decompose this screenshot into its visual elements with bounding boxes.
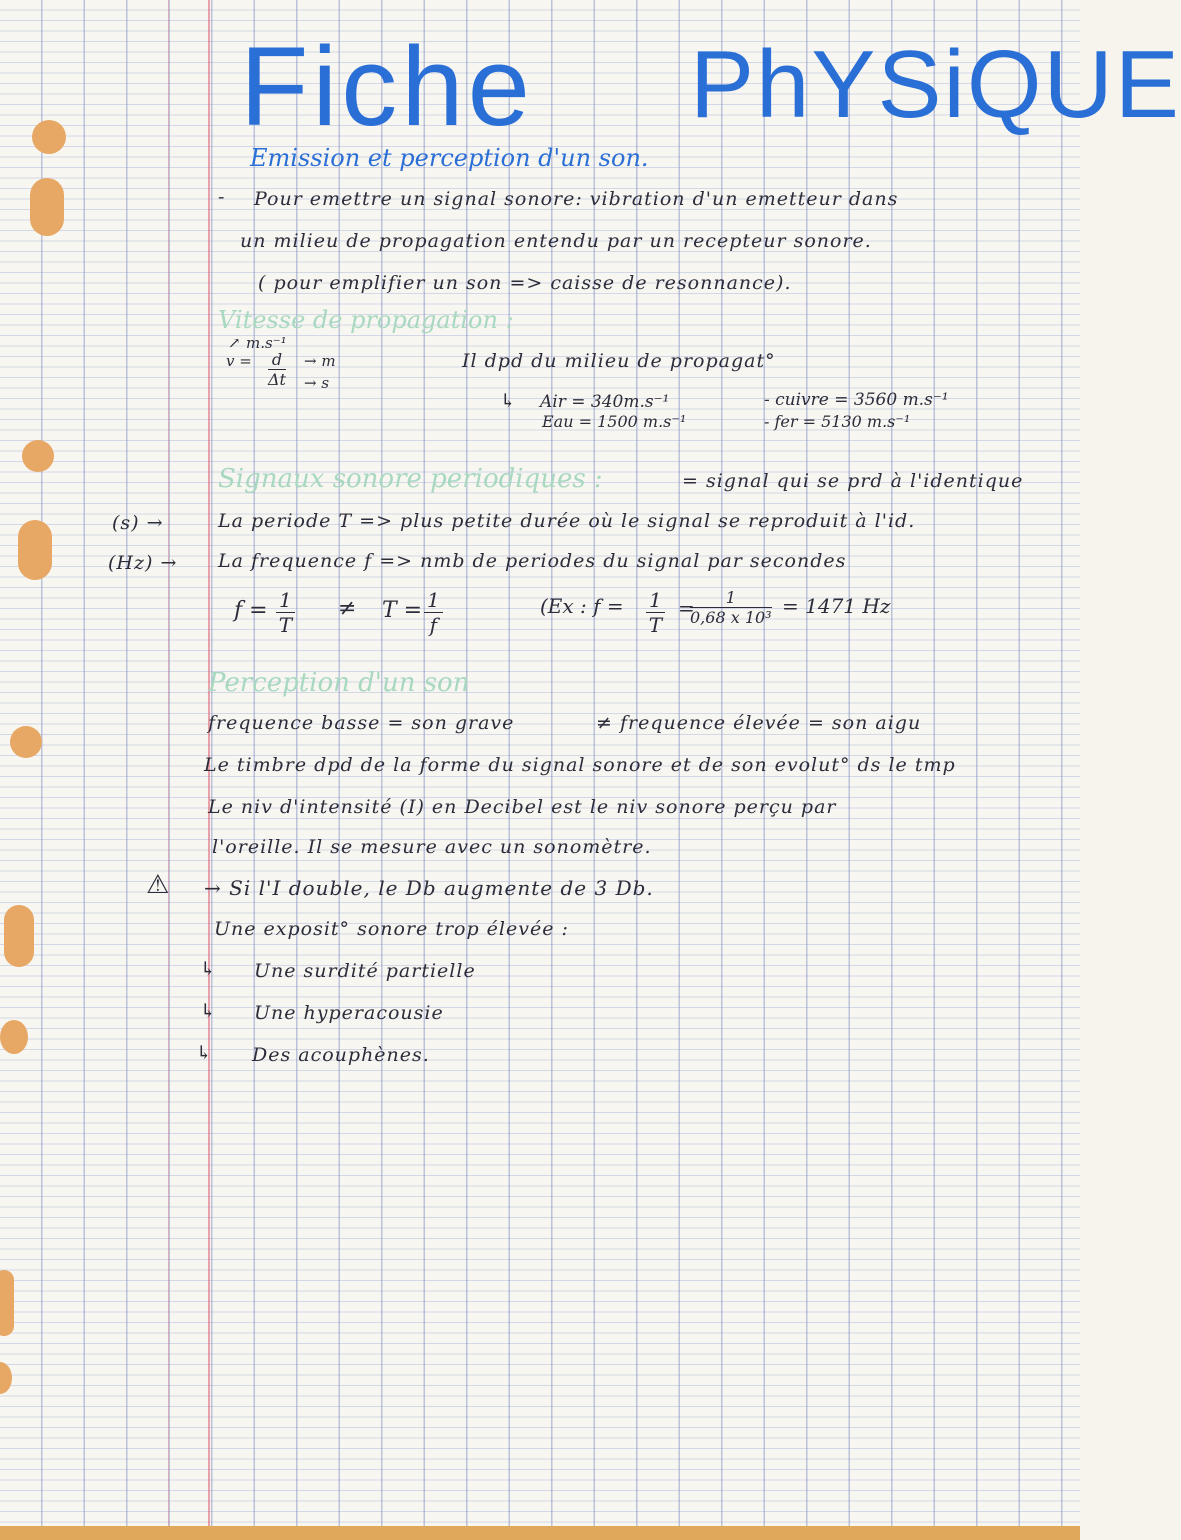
binder-hole: [0, 1020, 28, 1054]
signal-definition: = signal qui se prd à l'identique: [682, 470, 1024, 492]
speed-eau: Eau = 1500 m.s⁻¹: [542, 412, 687, 431]
T-num: 1: [424, 588, 443, 613]
perception-line-4: l'oreille. Il se mesure avec un sonomètre.: [212, 836, 652, 858]
example-num-1: 1: [646, 588, 665, 613]
perception-line-1b: ≠ frequence élevée = son aigu: [596, 712, 922, 734]
f-num: 1: [276, 588, 295, 613]
f-fraction: [276, 588, 295, 637]
example-den-2: 0,68 x 10³: [690, 608, 772, 627]
not-equal-sign: ≠: [338, 596, 357, 621]
list-arrow: ↳: [196, 1042, 213, 1064]
page-title-word2: PhYSiQUE: [690, 31, 1181, 138]
arrow-up: ↗: [228, 334, 241, 352]
T-equals: T =: [382, 598, 423, 623]
speed-cuivre: - cuivre = 3560 m.s⁻¹: [764, 390, 949, 410]
example-fraction-2: [690, 588, 772, 627]
formula-v: v =: [226, 352, 252, 370]
speed-fer: - fer = 5130 m.s⁻¹: [764, 412, 911, 431]
perception-line-3: Le niv d'intensité (I) en Decibel est le niv sonore perçu par: [208, 796, 837, 818]
binder-hole: [30, 178, 64, 236]
perception-line-5: → Si l'I double, le Db augmente de 3 Db.: [204, 876, 654, 900]
list-item: Des acouphènes.: [252, 1044, 430, 1066]
perception-line-6: Une exposit° sonore trop élevée :: [214, 918, 569, 940]
binder-hole: [10, 726, 42, 758]
example-fraction-1: [646, 588, 665, 637]
unit-ms: m.s⁻¹: [246, 334, 287, 352]
formula-v-num: d: [268, 350, 286, 370]
binder-hole: [4, 905, 34, 967]
example-num-2: 1: [690, 588, 772, 608]
speed-air: Air = 340m.s⁻¹: [540, 392, 670, 412]
f-den: T: [278, 613, 293, 637]
section-heading-perception: Perception d'un son: [208, 668, 470, 698]
f-equals: f =: [234, 598, 268, 623]
example-den-1: T: [648, 613, 663, 637]
list-arrow: ↳: [200, 958, 217, 980]
emission-line-3: ( pour emplifier un son => caisse de resonnance).: [258, 272, 792, 294]
formula-v-fraction: [268, 350, 286, 389]
binder-hole: [18, 520, 52, 580]
binder-hole: [32, 120, 66, 154]
unit-m: → m: [304, 352, 336, 370]
example-label: (Ex : f =: [540, 594, 624, 618]
warning-icon: ⚠: [146, 870, 170, 900]
list-item: Une hyperacousie: [254, 1002, 444, 1024]
list-arrow: ↳: [200, 1000, 217, 1022]
unit-seconds-label: (s) →: [112, 512, 164, 534]
frequence-definition: La frequence f => nmb de periodes du signal par secondes: [218, 550, 847, 572]
arrow: ↳: [500, 390, 517, 412]
section-heading-signaux: Signaux sonore periodiques :: [218, 464, 603, 494]
example-result: = 1471 Hz: [782, 594, 891, 618]
unit-s: → s: [304, 374, 330, 392]
dpd-milieu: Il dpd du milieu de propagat°: [462, 350, 776, 372]
binder-hole: [22, 440, 54, 472]
section-heading-emission: Emission et perception d'un son.: [250, 144, 649, 172]
T-fraction: [424, 588, 443, 637]
page-bottom-edge: [0, 1526, 1080, 1540]
page-title-word1: Fiche: [240, 24, 534, 149]
binder-hole: [0, 1270, 14, 1336]
binder-hole: [0, 1362, 12, 1394]
bullet: -: [218, 186, 226, 208]
perception-line-1: frequence basse = son grave: [208, 712, 515, 734]
list-item: Une surdité partielle: [254, 960, 476, 982]
section-heading-vitesse: Vitesse de propagation :: [218, 306, 514, 334]
margin-line-secondary: [168, 0, 169, 1540]
T-den: f: [429, 613, 438, 637]
emission-line-1: Pour emettre un signal sonore: vibration d'un emetteur dans: [254, 188, 899, 210]
example-equals: =: [678, 596, 695, 620]
perception-line-2: Le timbre dpd de la forme du signal sonore et de son evolut° ds le tmp: [204, 754, 956, 776]
unit-hertz-label: (Hz) →: [108, 552, 178, 574]
periode-definition: La periode T => plus petite durée où le signal se reproduit à l'id.: [218, 510, 916, 532]
emission-line-2: un milieu de propagation entendu par un recepteur sonore.: [240, 230, 872, 252]
formula-v-den: Δt: [268, 370, 286, 389]
